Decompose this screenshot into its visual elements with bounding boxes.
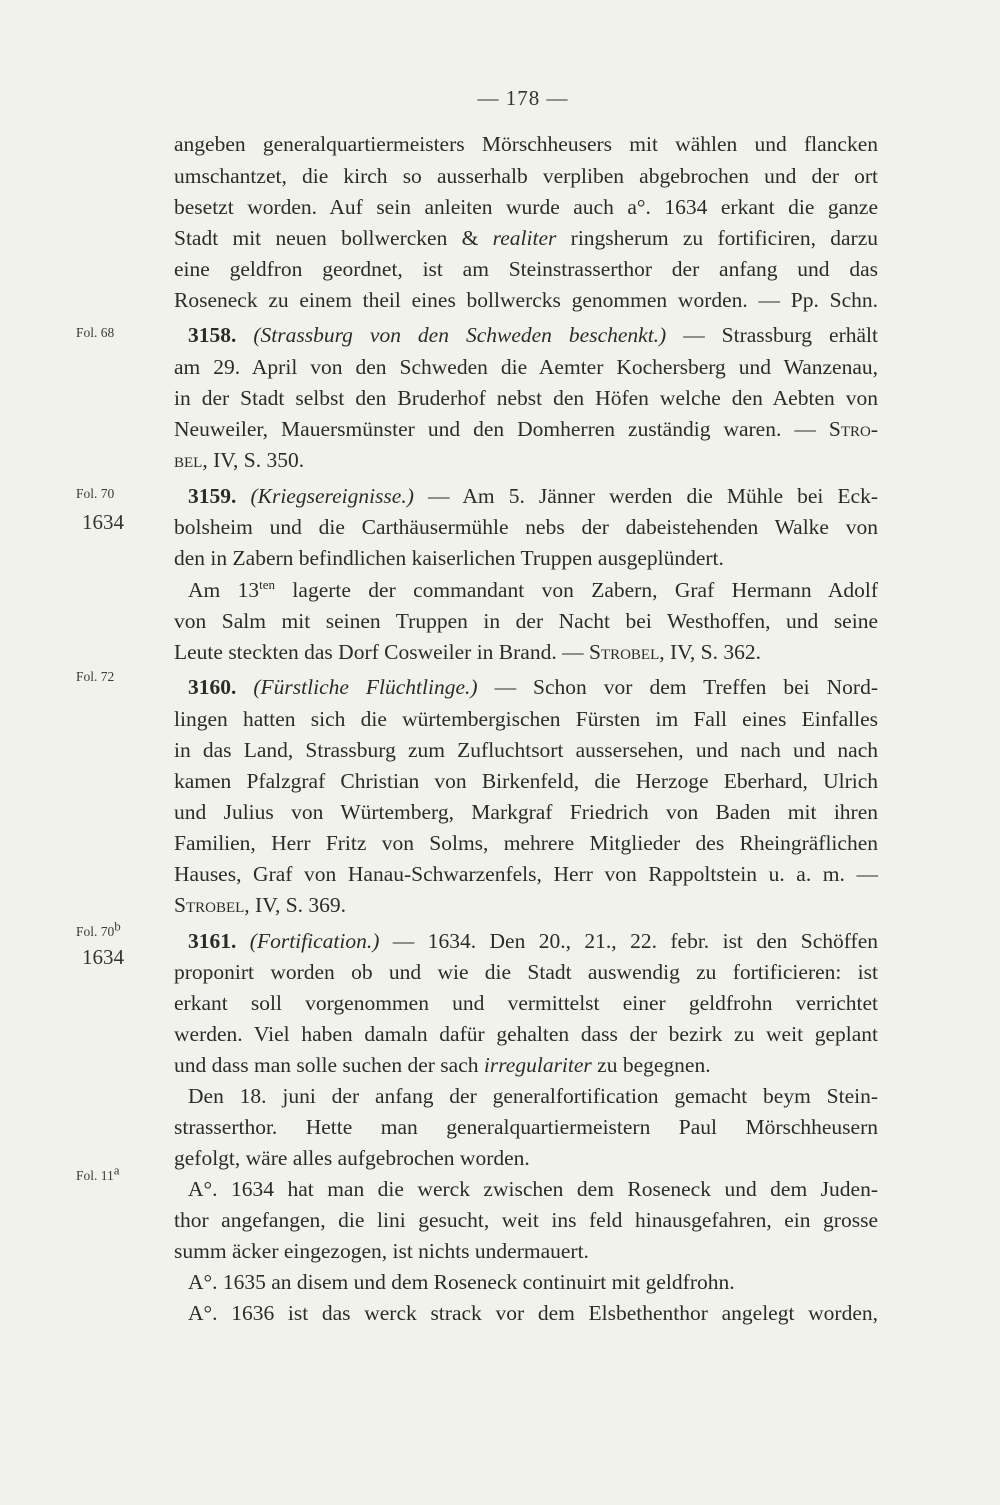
entry-3158-line-1	[188, 325, 878, 347]
entry-3161-title: (Fortification.)	[249, 929, 380, 953]
entry-3158-ref: , IV, S. 350.	[202, 448, 305, 472]
entry-3159-p2-line-3	[174, 642, 878, 664]
entry-3158-bel: bel	[174, 448, 203, 472]
intro-line-2: umschantzet, die kirch so ausserhalb verpliben abgebrochen und der ort	[174, 164, 878, 188]
entry-3158-line-5	[174, 450, 878, 472]
entry-3159-line-1-text: — Am 5. Jänner werden die Mühle bei Eck-	[427, 484, 879, 508]
entry-3158-strobel-part: Stro-	[828, 417, 878, 441]
entry-3158-line-4a: Neuweiler, Mauersmünster und den Domherren zuständig waren. —	[174, 417, 816, 441]
page-number: — 178 —	[477, 86, 569, 110]
intro-line-4c: ringsherum zu fortificiren, darzu	[570, 226, 879, 250]
entry-3161-p4: A°. 1635 an disem und dem Roseneck continuirt mit geldfrohn.	[188, 1270, 735, 1294]
entry-3161-p2-line-3: gefolgt, wäre alles aufgebrochen worden.	[174, 1146, 530, 1170]
entry-3161-p2-line-1: Den 18. juni der anfang der generalfortification gemacht beym Stein-	[188, 1084, 878, 1108]
entry-3160-ref: , IV, S. 369.	[244, 893, 347, 917]
entry-3161-line-5a: und dass man solle suchen der sach	[174, 1053, 479, 1077]
entry-3161-irregulariter: irregulariter	[483, 1053, 592, 1077]
intro-line-4	[174, 228, 878, 250]
entry-3160-line-3: in das Land, Strassburg zum Zufluchtsort aussersehen, und nach und nach	[174, 738, 878, 762]
entry-3161-p5: A°. 1636 ist das werck strack vor dem Elsbethenthor angelegt worden,	[188, 1301, 878, 1325]
margin-folio-68: Fol. 68	[76, 325, 115, 340]
margin-folio-70b-text: Fol. 70	[76, 924, 115, 939]
margin-folio-70: Fol. 70	[76, 486, 115, 501]
entry-3159-line-2: bolsheim und die Carthäusermühle nebs der dabeistehenden Walke von	[174, 515, 878, 539]
entry-3161-number: 3161.	[188, 929, 237, 953]
intro-line-6: Roseneck zu einem theil eines bollwercks genommen worden. — Pp. Schn.	[174, 288, 878, 312]
entry-3160-line-1	[188, 677, 878, 699]
entry-3159-ref: , IV, S. 362.	[659, 640, 762, 664]
entry-3160-line-6: Familien, Herr Fritz von Solms, mehrere Mitglieder des Rheingräflichen	[174, 831, 878, 855]
entry-3158-line-1-text: — Strassburg erhält	[683, 323, 878, 347]
entry-3161-line-5c: zu begegnen.	[597, 1053, 711, 1077]
entry-3160-line-1-text: — Schon vor dem Treffen bei Nord-	[494, 675, 879, 699]
entry-3158-line-3: in der Stadt selbst den Bruderhof nebst den Höfen welche den Aebten von	[174, 386, 878, 410]
entry-3160-strobel: Strobel	[174, 893, 245, 917]
entry-3159-title: (Kriegsereignisse.)	[250, 484, 414, 508]
entry-3161-p3-line-1: A°. 1634 hat man die werck zwischen dem Roseneck und dem Juden-	[188, 1177, 878, 1201]
margin-folio-11a-sup: a	[113, 1162, 120, 1178]
entry-3159-p2-sup: ten	[259, 576, 276, 592]
entry-3158-number: 3158.	[188, 323, 237, 347]
entry-3159-number: 3159.	[188, 484, 237, 508]
margin-folio-11a-text: Fol. 11	[76, 1168, 114, 1183]
entry-3159-p2-am: Am 13	[188, 578, 260, 602]
margin-folio-70b-sup: b	[114, 918, 121, 934]
entry-3158-line-4	[174, 419, 878, 441]
margin-folio-72: Fol. 72	[76, 669, 115, 684]
entry-3161-p3-line-2: thor angefangen, die lini gesucht, weit ins feld hinausgefahren, ein grosse	[174, 1208, 878, 1232]
entry-3158-title: (Strassburg von den Schweden beschenkt.)	[253, 323, 667, 347]
entry-3160-line-4: kamen Pfalzgraf Christian von Birkenfeld, die Herzoge Eberhard, Ulrich	[174, 769, 878, 793]
entry-3160-line-8	[174, 895, 878, 917]
entry-3159-p2-text: lagerte der commandant von Zabern, Graf Hermann Adolf	[292, 578, 878, 602]
entry-3161-line-5	[174, 1055, 878, 1077]
entry-3161-line-1	[188, 931, 878, 953]
entry-3159-strobel: Strobel	[588, 640, 660, 664]
entry-3161-line-4: werden. Viel haben damaln dafür gehalten dass der bezirk zu weit geplant	[174, 1022, 878, 1046]
entry-3159-line-3: den in Zabern befindlichen kaiserlichen Truppen ausgeplündert.	[174, 546, 724, 570]
margin-folio-70b	[76, 918, 121, 940]
entry-3161-line-3: erkant soll vorgenommen und vermittelst einer geldfrohn verrichtet	[174, 991, 878, 1015]
margin-year-1634: 1634	[82, 510, 124, 534]
intro-line-3: besetzt worden. Auf sein anleiten wurde auch a°. 1634 erkant die ganze	[174, 195, 878, 219]
entry-3159-p2-line-2: von Salm mit seinen Truppen in der Nacht bei Westhoffen, und seine	[174, 609, 878, 633]
entry-3161-line-1-text: — 1634. Den 20., 21., 22. febr. ist den Schöffen	[392, 929, 879, 953]
intro-realiter: realiter	[492, 226, 557, 250]
entry-3161-line-2: proponirt worden ob und wie die Stadt auswendig zu fortificieren: ist	[174, 960, 878, 984]
entry-3160-line-7: Hauses, Graf von Hanau-Schwarzenfels, Herr von Rappoltstein u. a. m. —	[174, 862, 878, 886]
entry-3159-p2-line-1	[188, 576, 878, 602]
entry-3161-p3-line-3: summ äcker eingezogen, ist nichts undermauert.	[174, 1239, 589, 1263]
entry-3158-line-2: am 29. April von den Schweden die Aemter Kochersberg und Wanzenau,	[174, 355, 878, 379]
intro-line-5: eine geldfron geordnet, ist am Steinstrasserthor der anfang und das	[174, 257, 878, 281]
entry-3160-line-5: und Julius von Würtemberg, Markgraf Friedrich von Baden mit ihren	[174, 800, 878, 824]
margin-year-1634-b: 1634	[82, 945, 124, 969]
entry-3160-title: (Fürstliche Flüchtlinge.)	[253, 675, 478, 699]
entry-3160-line-2: lingen hatten sich die würtembergischen Fürsten im Fall eines Einfalles	[174, 707, 878, 731]
entry-3160-number: 3160.	[188, 675, 237, 699]
entry-3159-line-1	[188, 486, 878, 508]
entry-3159-p2-line-3a: Leute steckten das Dorf Cosweiler in Brand. —	[174, 640, 584, 664]
intro-line-1: angeben generalquartiermeisters Mörschheusers mit wählen und flancken	[174, 132, 878, 156]
intro-line-4a: Stadt mit neuen bollwercken &	[174, 226, 479, 250]
margin-folio-11a	[76, 1162, 120, 1184]
entry-3161-p2-line-2: strasserthor. Hette man generalquartiermeistern Paul Mörschheusern	[174, 1115, 878, 1139]
